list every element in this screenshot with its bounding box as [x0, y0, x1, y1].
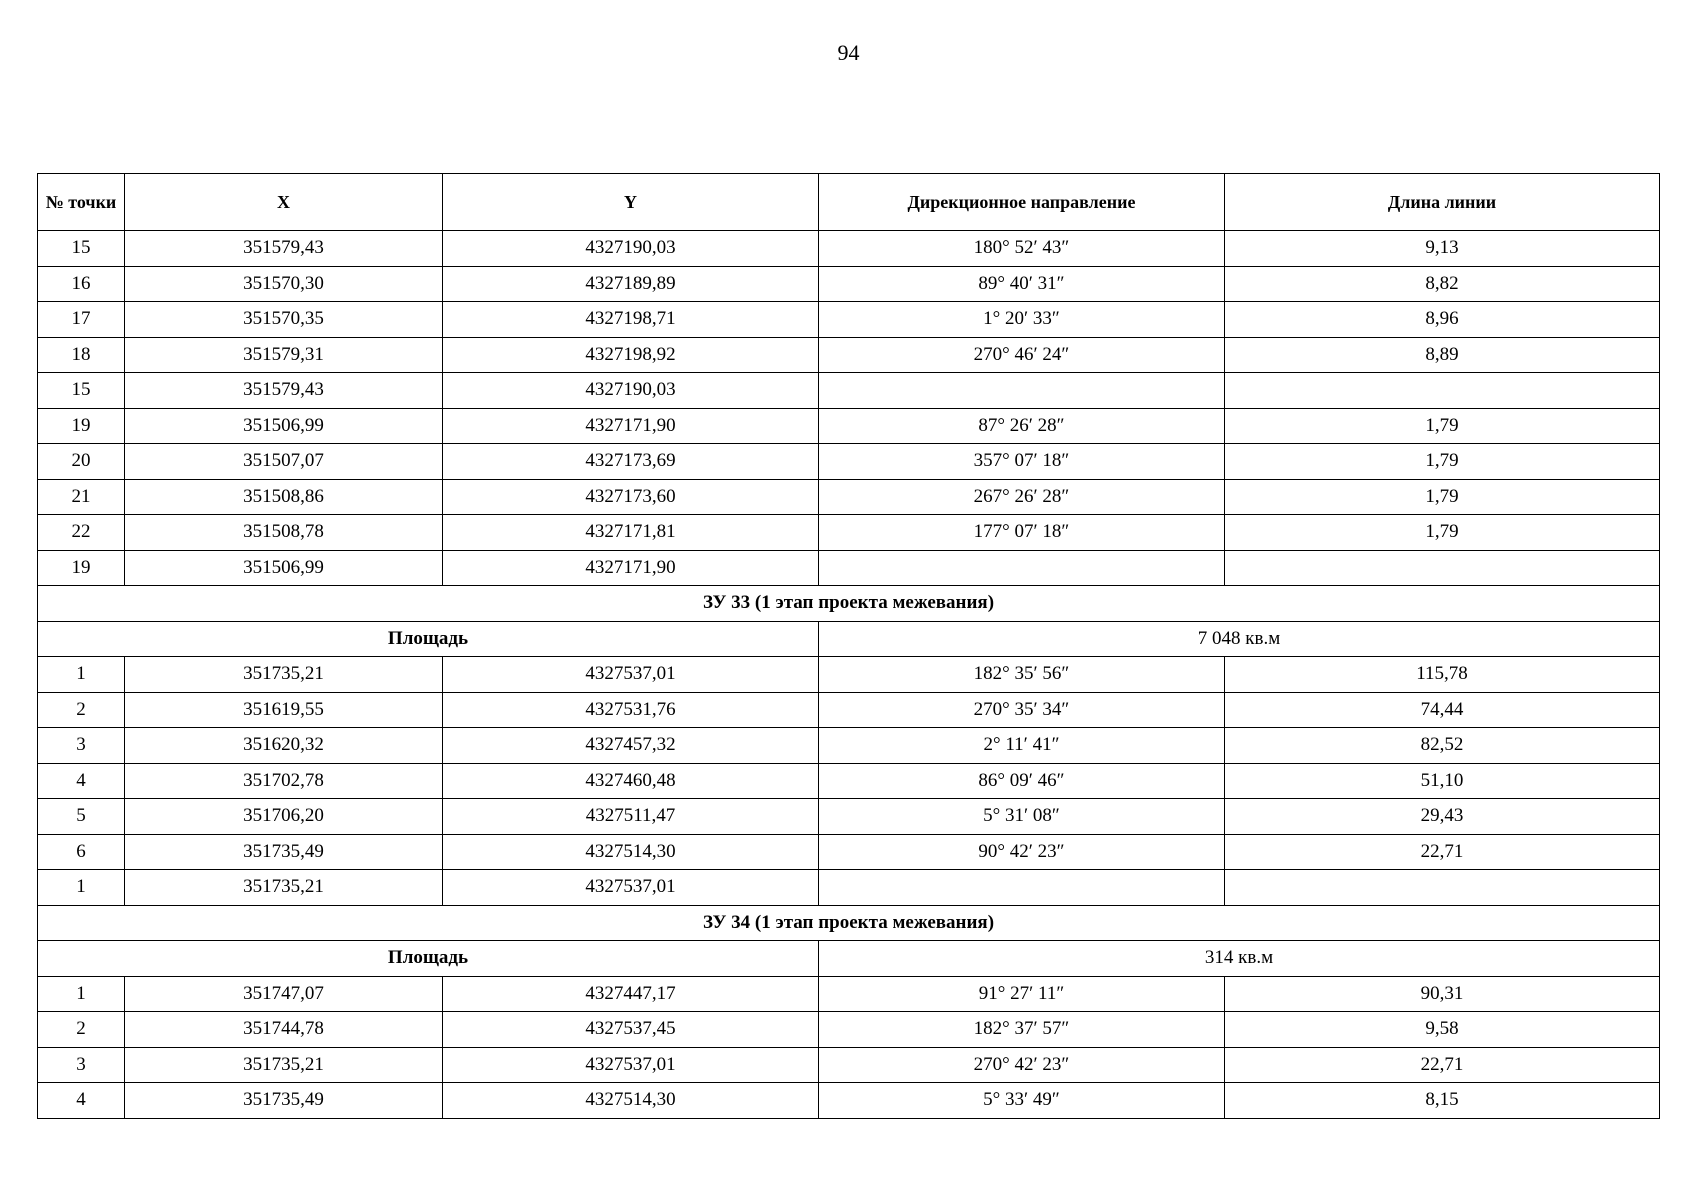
y-cell: 4327171,90 [443, 408, 819, 444]
x-cell: 351508,86 [125, 479, 443, 515]
line-length-cell: 90,31 [1225, 976, 1660, 1012]
direction-cell: 89° 40′ 31″ [819, 266, 1225, 302]
x-cell: 351735,49 [125, 834, 443, 870]
table-header [38, 174, 1660, 231]
line-length-cell: 115,78 [1225, 657, 1660, 693]
y-cell: 4327531,76 [443, 692, 819, 728]
section-title-row [38, 905, 1660, 941]
x-cell: 351747,07 [125, 976, 443, 1012]
x-cell: 351579,31 [125, 337, 443, 373]
x-cell: 351735,21 [125, 870, 443, 906]
y-cell: 4327190,03 [443, 373, 819, 409]
line-length-cell: 1,79 [1225, 515, 1660, 551]
x-cell: 351507,07 [125, 444, 443, 480]
point-number-cell: 17 [38, 302, 125, 338]
table-row [38, 515, 1660, 551]
point-number-cell: 1 [38, 870, 125, 906]
x-cell: 351620,32 [125, 728, 443, 764]
area-row [38, 621, 1660, 657]
x-cell: 351744,78 [125, 1012, 443, 1048]
line-length-cell: 1,79 [1225, 408, 1660, 444]
header-point-number: № точки [38, 174, 125, 231]
x-cell: 351706,20 [125, 799, 443, 835]
direction-cell: 86° 09′ 46″ [819, 763, 1225, 799]
table-row [38, 266, 1660, 302]
table-row [38, 1047, 1660, 1083]
point-number-cell: 15 [38, 373, 125, 409]
table-row [38, 657, 1660, 693]
table-row [38, 444, 1660, 480]
table-row [38, 1012, 1660, 1048]
x-cell: 351735,21 [125, 657, 443, 693]
point-number-cell: 19 [38, 550, 125, 586]
section-title: ЗУ 34 (1 этап проекта межевания) [38, 905, 1660, 941]
table-row [38, 231, 1660, 267]
y-cell: 4327189,89 [443, 266, 819, 302]
line-length-cell: 8,96 [1225, 302, 1660, 338]
header-direction: Дирекционное направление [819, 174, 1225, 231]
y-cell: 4327198,92 [443, 337, 819, 373]
direction-cell [819, 870, 1225, 906]
table-body [38, 231, 1660, 1119]
y-cell: 4327171,81 [443, 515, 819, 551]
point-number-cell: 1 [38, 657, 125, 693]
x-cell: 351506,99 [125, 550, 443, 586]
line-length-cell: 74,44 [1225, 692, 1660, 728]
direction-cell [819, 550, 1225, 586]
table-row [38, 337, 1660, 373]
direction-cell [819, 373, 1225, 409]
table-row [38, 799, 1660, 835]
table-row [38, 834, 1660, 870]
direction-cell: 182° 37′ 57″ [819, 1012, 1225, 1048]
section-title: ЗУ 33 (1 этап проекта межевания) [38, 586, 1660, 622]
area-value: 7 048 кв.м [819, 621, 1660, 657]
page-number: 94 [837, 40, 860, 65]
y-cell: 4327190,03 [443, 231, 819, 267]
point-number-cell: 2 [38, 1012, 125, 1048]
direction-cell: 182° 35′ 56″ [819, 657, 1225, 693]
table-row [38, 976, 1660, 1012]
line-length-cell: 1,79 [1225, 479, 1660, 515]
direction-cell: 1° 20′ 33″ [819, 302, 1225, 338]
table-row [38, 373, 1660, 409]
point-number-cell: 20 [38, 444, 125, 480]
x-cell: 351735,49 [125, 1083, 443, 1119]
line-length-cell: 8,82 [1225, 266, 1660, 302]
line-length-cell: 9,13 [1225, 231, 1660, 267]
y-cell: 4327537,01 [443, 657, 819, 693]
point-number-cell: 3 [38, 728, 125, 764]
y-cell: 4327171,90 [443, 550, 819, 586]
point-number-cell: 5 [38, 799, 125, 835]
direction-cell: 5° 33′ 49″ [819, 1083, 1225, 1119]
x-cell: 351735,21 [125, 1047, 443, 1083]
area-label: Площадь [38, 621, 819, 657]
x-cell: 351570,30 [125, 266, 443, 302]
point-number-cell: 1 [38, 976, 125, 1012]
direction-cell: 90° 42′ 23″ [819, 834, 1225, 870]
header-line-length: Длина линии [1225, 174, 1660, 231]
x-cell: 351579,43 [125, 231, 443, 267]
point-number-cell: 4 [38, 1083, 125, 1119]
direction-cell: 267° 26′ 28″ [819, 479, 1225, 515]
direction-cell: 270° 46′ 24″ [819, 337, 1225, 373]
point-number-cell: 4 [38, 763, 125, 799]
y-cell: 4327537,45 [443, 1012, 819, 1048]
y-cell: 4327198,71 [443, 302, 819, 338]
line-length-cell: 22,71 [1225, 834, 1660, 870]
direction-cell: 177° 07′ 18″ [819, 515, 1225, 551]
direction-cell: 2° 11′ 41″ [819, 728, 1225, 764]
point-number-cell: 22 [38, 515, 125, 551]
table-row [38, 479, 1660, 515]
line-length-cell: 8,89 [1225, 337, 1660, 373]
direction-cell: 87° 26′ 28″ [819, 408, 1225, 444]
table-row [38, 302, 1660, 338]
line-length-cell [1225, 870, 1660, 906]
area-value: 314 кв.м [819, 941, 1660, 977]
y-cell: 4327460,48 [443, 763, 819, 799]
point-number-cell: 21 [38, 479, 125, 515]
point-number-cell: 18 [38, 337, 125, 373]
line-length-cell: 22,71 [1225, 1047, 1660, 1083]
y-cell: 4327537,01 [443, 1047, 819, 1083]
x-cell: 351702,78 [125, 763, 443, 799]
line-length-cell: 29,43 [1225, 799, 1660, 835]
y-cell: 4327173,60 [443, 479, 819, 515]
y-cell: 4327537,01 [443, 870, 819, 906]
y-cell: 4327514,30 [443, 1083, 819, 1119]
table-row [38, 870, 1660, 906]
header-y: Y [443, 174, 819, 231]
x-cell: 351506,99 [125, 408, 443, 444]
point-number-cell: 16 [38, 266, 125, 302]
y-cell: 4327173,69 [443, 444, 819, 480]
y-cell: 4327447,17 [443, 976, 819, 1012]
direction-cell: 180° 52′ 43″ [819, 231, 1225, 267]
line-length-cell: 8,15 [1225, 1083, 1660, 1119]
coordinates-table [37, 173, 1660, 1119]
point-number-cell: 3 [38, 1047, 125, 1083]
section-title-row [38, 586, 1660, 622]
line-length-cell [1225, 373, 1660, 409]
line-length-cell: 1,79 [1225, 444, 1660, 480]
point-number-cell: 6 [38, 834, 125, 870]
table-row [38, 1083, 1660, 1119]
point-number-cell: 2 [38, 692, 125, 728]
x-cell: 351619,55 [125, 692, 443, 728]
table-row [38, 550, 1660, 586]
point-number-cell: 19 [38, 408, 125, 444]
line-length-cell: 9,58 [1225, 1012, 1660, 1048]
header-row [38, 174, 1660, 231]
x-cell: 351579,43 [125, 373, 443, 409]
direction-cell: 270° 35′ 34″ [819, 692, 1225, 728]
y-cell: 4327457,32 [443, 728, 819, 764]
table-row [38, 728, 1660, 764]
y-cell: 4327511,47 [443, 799, 819, 835]
y-cell: 4327514,30 [443, 834, 819, 870]
line-length-cell: 82,52 [1225, 728, 1660, 764]
table-row [38, 763, 1660, 799]
direction-cell: 5° 31′ 08″ [819, 799, 1225, 835]
table-row [38, 692, 1660, 728]
line-length-cell: 51,10 [1225, 763, 1660, 799]
area-row [38, 941, 1660, 977]
header-x: X [125, 174, 443, 231]
direction-cell: 270° 42′ 23″ [819, 1047, 1225, 1083]
area-label: Площадь [38, 941, 819, 977]
direction-cell: 357° 07′ 18″ [819, 444, 1225, 480]
point-number-cell: 15 [38, 231, 125, 267]
x-cell: 351570,35 [125, 302, 443, 338]
direction-cell: 91° 27′ 11″ [819, 976, 1225, 1012]
line-length-cell [1225, 550, 1660, 586]
x-cell: 351508,78 [125, 515, 443, 551]
table-row [38, 408, 1660, 444]
